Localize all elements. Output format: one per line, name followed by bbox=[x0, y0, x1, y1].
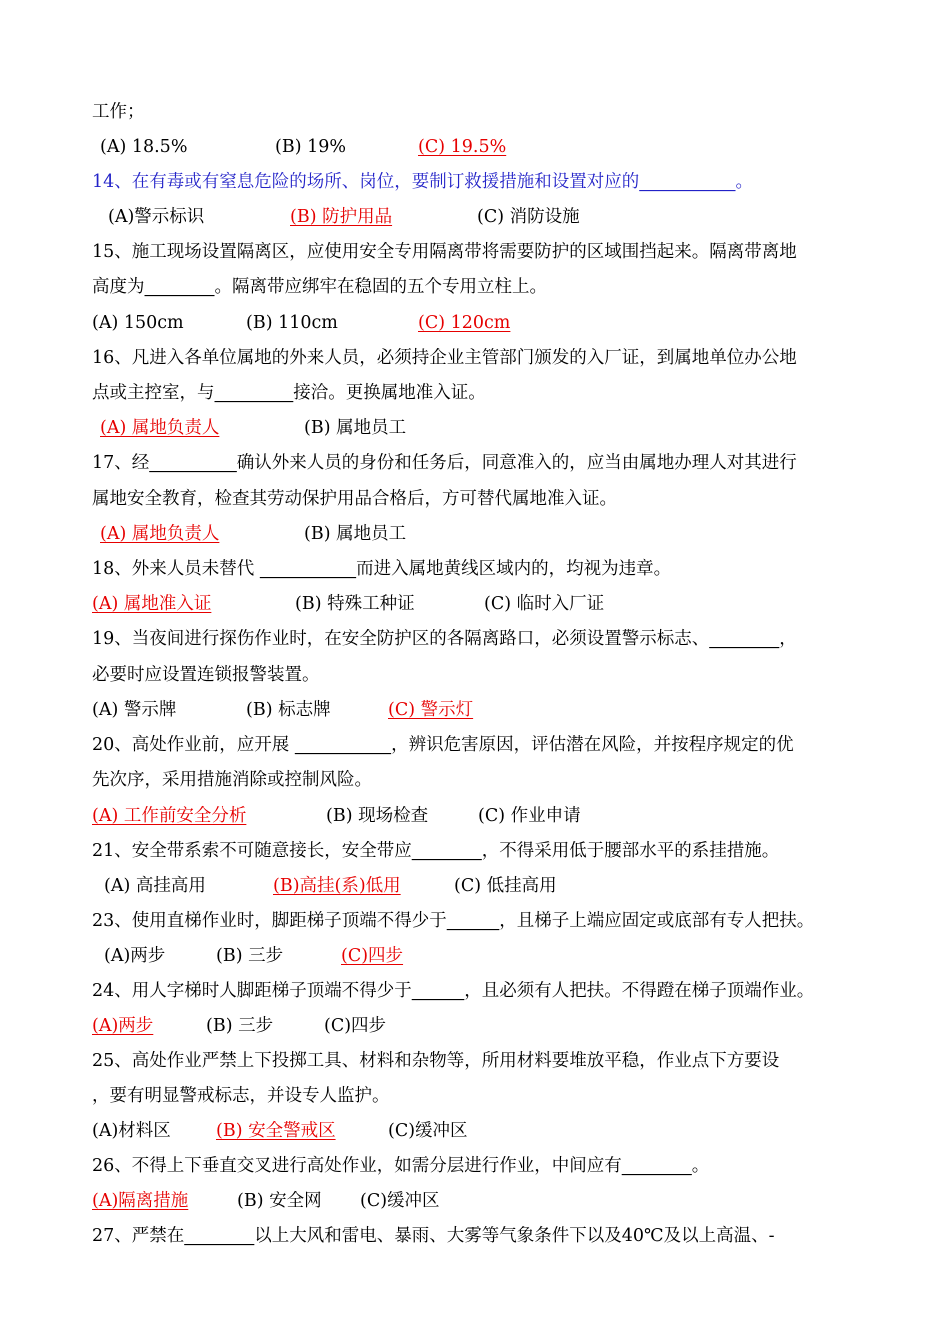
question-16-options bbox=[92, 417, 868, 439]
question-19-line-1: 19、当夜间进行探伤作业时，在安全防护区的各隔离路口，必须设置警示标志、________， bbox=[92, 629, 797, 649]
option-b: (B) 属地员工 bbox=[304, 418, 407, 438]
option-b: (B) 110cm bbox=[246, 313, 338, 333]
option-c: (C) 作业申请 bbox=[478, 806, 581, 826]
option-a: (A) 150cm bbox=[92, 313, 184, 333]
option-c: (C) 低挂高用 bbox=[454, 876, 557, 896]
option-a: (A) 18.5% bbox=[100, 137, 188, 157]
option-c-answer: (C) 120cm bbox=[418, 313, 511, 333]
option-a-answer: (A)两步 bbox=[92, 1016, 154, 1036]
question-27: 27、严禁在________以上大风和雷电、暴雨、大雾等气象条件下以及40℃及以上高温、- bbox=[92, 1226, 775, 1246]
option-a-answer: (A) 属地准入证 bbox=[92, 594, 212, 614]
question-20-options bbox=[92, 805, 868, 827]
option-c-answer: (C)四步 bbox=[341, 946, 404, 966]
option-b: (B) 属地员工 bbox=[304, 524, 407, 544]
option-b: (B) 标志牌 bbox=[246, 700, 331, 720]
option-b: (B) 安全网 bbox=[237, 1191, 322, 1211]
question-13-options bbox=[92, 136, 868, 158]
question-15-options bbox=[92, 312, 868, 334]
answer-blank: ______ bbox=[446, 911, 500, 931]
option-c-answer: (C) 19.5% bbox=[418, 137, 507, 157]
option-c: (C)缓冲区 bbox=[388, 1121, 468, 1141]
option-b-answer: (B) 防护用品 bbox=[290, 207, 393, 227]
question-14-options bbox=[92, 206, 868, 228]
option-b-answer: (B)高挂(系)低用 bbox=[273, 876, 401, 896]
option-a: (A)警示标识 bbox=[108, 207, 205, 227]
question-25-line-2: ，要有明显警戒标志，并设专人监护。 bbox=[92, 1086, 390, 1106]
answer-blank: ________ bbox=[621, 1156, 692, 1176]
answer-blank: ________ bbox=[144, 277, 215, 297]
option-a: (A) 警示牌 bbox=[92, 700, 177, 720]
answer-blank: ___________ bbox=[259, 559, 357, 579]
option-a: (A)两步 bbox=[104, 946, 166, 966]
option-b: (B) 三步 bbox=[206, 1016, 274, 1036]
option-a-answer: (A) 工作前安全分析 bbox=[92, 806, 247, 826]
question-16-line-1: 16、凡进入各单位属地的外来人员，必须持企业主管部门颁发的入厂证，到属地单位办公地 bbox=[92, 348, 797, 368]
question-15-line-2: 高度为________。隔离带应绑牢在稳固的五个专用立柱上。 bbox=[92, 277, 547, 297]
option-a: (A) 高挂高用 bbox=[104, 876, 206, 896]
option-a-answer: (A)隔离措施 bbox=[92, 1191, 189, 1211]
option-a-answer: (A) 属地负责人 bbox=[100, 418, 220, 438]
option-b-answer: (B) 安全警戒区 bbox=[216, 1121, 336, 1141]
question-13-tail: 工作； bbox=[92, 102, 145, 122]
question-26: 26、不得上下垂直交叉进行高处作业，如需分层进行作业，中间应有________。 bbox=[92, 1156, 710, 1176]
question-19-line-2: 必要时应设置连锁报警装置。 bbox=[92, 665, 320, 685]
question-24-options bbox=[92, 1015, 868, 1037]
question-16-line-2: 点或主控室，与_________接洽。更换属地准入证。 bbox=[92, 383, 486, 403]
answer-blank: ________ bbox=[184, 1226, 255, 1246]
question-19-options bbox=[92, 699, 868, 721]
question-25-line-1: 25、高处作业严禁上下投掷工具、材料和杂物等，所用材料要堆放平稳，作业点下方要设 bbox=[92, 1051, 780, 1071]
option-c: (C)缓冲区 bbox=[360, 1191, 440, 1211]
question-20-line-2: 先次序，采用措施消除或控制风险。 bbox=[92, 770, 372, 790]
answer-blank: ______ bbox=[411, 981, 465, 1001]
question-18-options bbox=[92, 593, 868, 615]
answer-blank: ________ bbox=[411, 841, 482, 861]
question-17-options bbox=[92, 523, 868, 545]
question-21: 21、安全带系索不可随意接长，安全带应________，不得采用低于腰部水平的系挂措施。 bbox=[92, 841, 780, 861]
question-24: 24、用人字梯时人脚距梯子顶端不得少于______，且必须有人把扶。不得蹬在梯子顶端作业。 bbox=[92, 981, 815, 1001]
answer-blank: ___________ bbox=[639, 172, 736, 192]
option-b: (B) 19% bbox=[275, 137, 346, 157]
option-b: (B) 三步 bbox=[216, 946, 284, 966]
question-17-line-2: 属地安全教育，检查其劳动保护用品合格后，方可替代属地准入证。 bbox=[92, 489, 617, 509]
question-25-options bbox=[92, 1120, 868, 1142]
question-18: 18、外来人员未替代 ___________而进入属地黄线区域内的，均视为违章。 bbox=[92, 559, 672, 579]
option-c-answer: (C) 警示灯 bbox=[388, 700, 474, 720]
option-b: (B) 现场检查 bbox=[326, 806, 429, 826]
question-21-options bbox=[92, 875, 868, 897]
question-26-options bbox=[92, 1190, 868, 1212]
question-14: 14、在有毒或有窒息危险的场所、岗位，要制订救援措施和设置对应的___________。 bbox=[92, 172, 754, 192]
option-c: (C) 临时入厂证 bbox=[484, 594, 605, 614]
option-a: (A)材料区 bbox=[92, 1121, 171, 1141]
question-23: 23、使用直梯作业时，脚距梯子顶端不得少于______，且梯子上端应固定或底部有专人把扶。 bbox=[92, 911, 815, 931]
option-c: (C) 消防设施 bbox=[477, 207, 580, 227]
question-20-line-1: 20、高处作业前，应开展 ___________，辨识危害原因，评估潜在风险，并按程序规定的优 bbox=[92, 735, 794, 755]
answer-blank: __________ bbox=[149, 453, 237, 473]
question-17-line-1: 17、经__________确认外来人员的身份和任务后，同意准入的，应当由属地办理人对其进行 bbox=[92, 453, 797, 473]
question-23-options bbox=[92, 945, 868, 967]
option-c: (C)四步 bbox=[324, 1016, 387, 1036]
question-15-line-1: 15、施工现场设置隔离区，应使用安全专用隔离带将需要防护的区域围挡起来。隔离带离地 bbox=[92, 242, 797, 262]
answer-blank: _________ bbox=[214, 383, 294, 403]
option-a-answer: (A) 属地负责人 bbox=[100, 524, 220, 544]
answer-blank: ________ bbox=[709, 629, 780, 649]
option-b: (B) 特殊工种证 bbox=[295, 594, 415, 614]
answer-blank: ___________ bbox=[294, 735, 392, 755]
